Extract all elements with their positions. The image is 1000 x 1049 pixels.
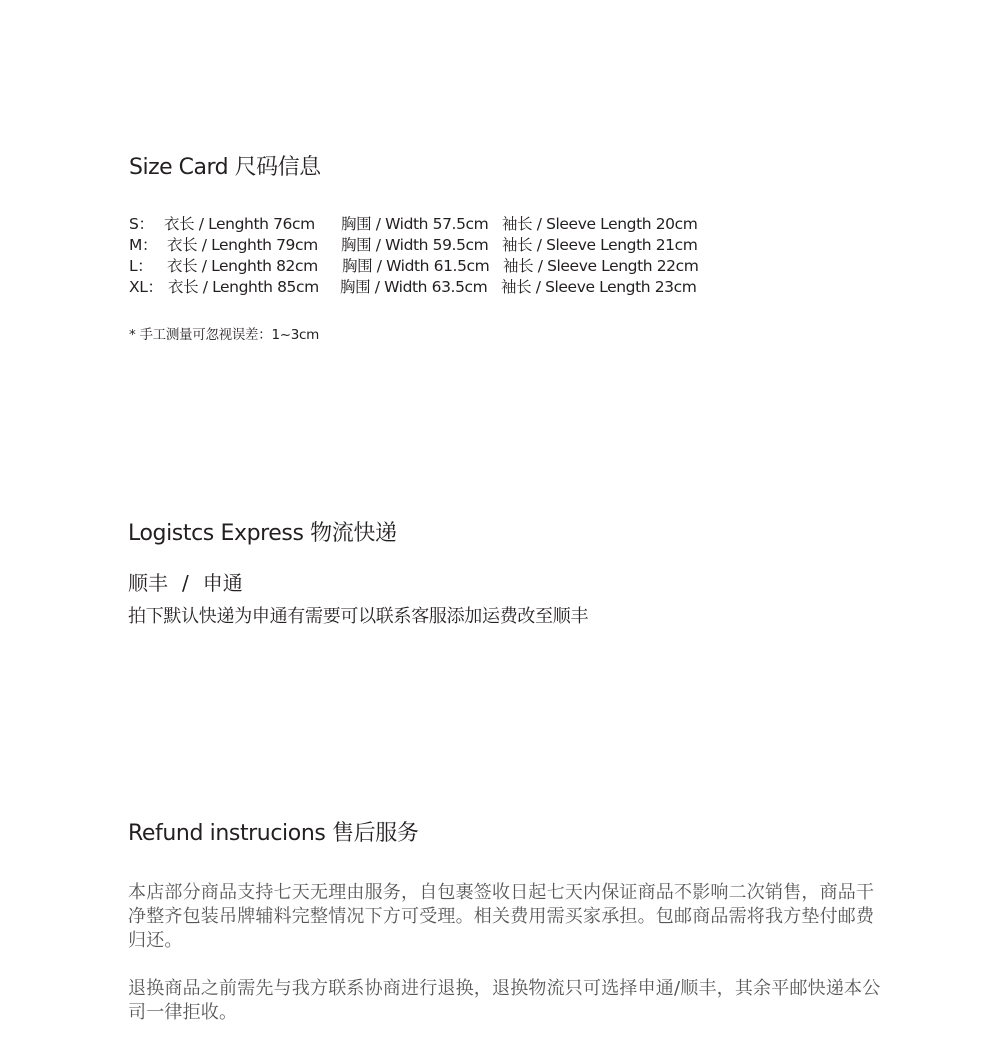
sleeve-value: 袖长 / Sleeve Length 21cm	[502, 236, 698, 254]
refund-title: Refund instrucions 售后服务	[128, 821, 419, 846]
refund-paragraph-2: 退换商品之前需先与我方联系协商进行退换，退换物流只可选择申通/顺丰，其余平邮快递本公司一律拒收。	[128, 978, 881, 1023]
length-value: 衣长 / Lenghth 76cm	[164, 215, 315, 233]
logistics-note: 拍下默认快递为申通有需要可以联系客服添加运费改至顺丰	[128, 606, 589, 627]
size-card-title: Size Card 尺码信息	[129, 155, 321, 180]
width-value: 胸围 / Width 57.5cm	[341, 215, 489, 233]
width-value: 胸围 / Width 61.5cm	[342, 257, 490, 275]
width-value: 胸围 / Width 59.5cm	[341, 236, 489, 254]
courier-sto: 申通	[202, 571, 243, 595]
width-value: 胸围 / Width 63.5cm	[340, 278, 488, 296]
measurement-note: * 手工测量可忽视误差：1~3cm	[129, 327, 320, 343]
length-value: 衣长 / Lenghth 79cm	[167, 236, 318, 254]
length-value: 衣长 / Lenghth 82cm	[167, 257, 318, 275]
size-label: M：	[129, 236, 158, 254]
size-label: XL：	[129, 278, 163, 296]
courier-list	[128, 567, 243, 596]
sleeve-value: 袖长 / Sleeve Length 20cm	[502, 215, 698, 233]
logistics-title: Logistcs Express 物流快递	[128, 521, 397, 546]
courier-sf: 顺丰	[128, 571, 168, 595]
sleeve-value: 袖长 / Sleeve Length 22cm	[503, 257, 699, 275]
length-value: 衣长 / Lenghth 85cm	[168, 278, 319, 296]
size-label: S：	[129, 215, 154, 233]
size-label: L：	[129, 257, 153, 275]
sleeve-value: 袖长 / Sleeve Length 23cm	[501, 278, 697, 296]
refund-paragraph-1: 本店部分商品支持七天无理由服务，自包裹签收日起七天内保证商品不影响二次销售，商品干净整齐包装吊牌辅料完整情况下方可受理。相关费用需买家承担。包邮商品需将我方垫付邮费归还。	[128, 882, 875, 951]
courier-separator: /	[182, 571, 189, 595]
